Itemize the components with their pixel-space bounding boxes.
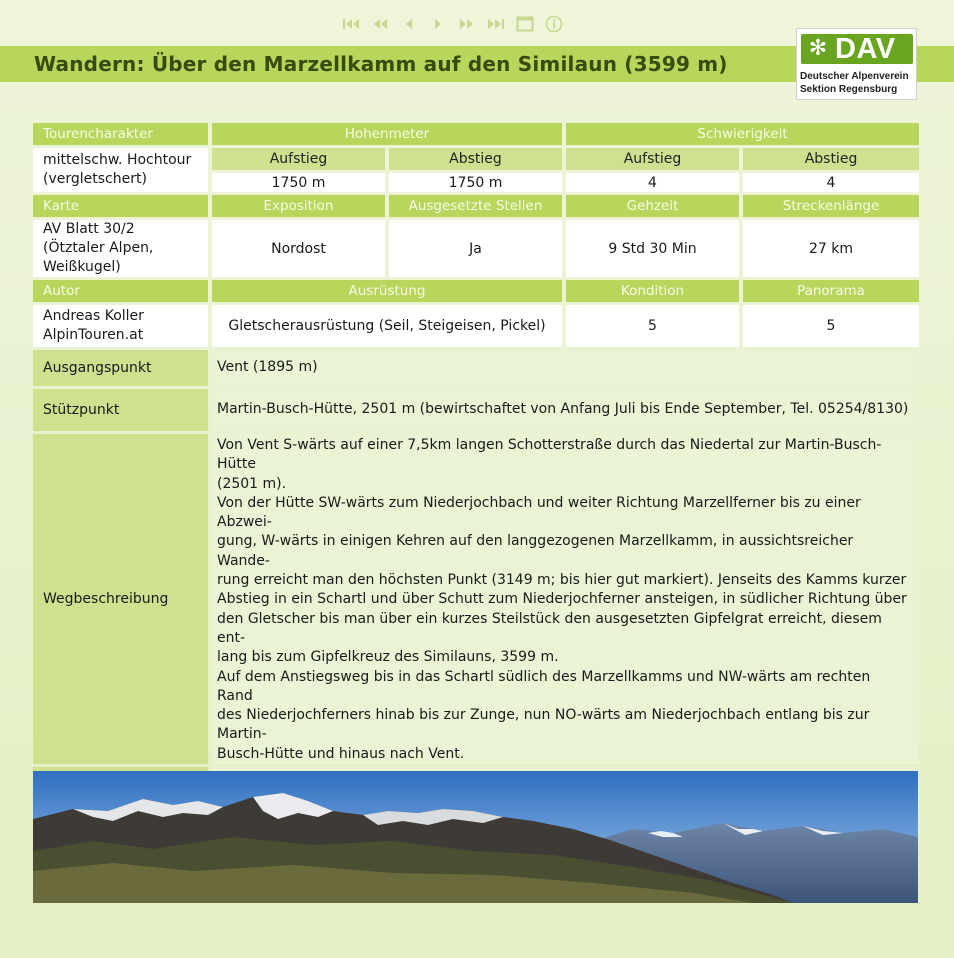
rewind-icon[interactable] (365, 12, 394, 36)
weg-line: rung erreicht man den höchsten Punkt (3149 m; bis hier gut markiert). Jenseits des Kamms kurzer (217, 572, 907, 589)
tourencharakter-value: mittelschw. Hochtour (vergletschert) (33, 148, 208, 192)
ausruestung-value: Gletscherausrüstung (Seil, Steigeisen, Pickel) (212, 305, 562, 347)
header-schwierigkeit: Schwierigkeit (566, 123, 919, 145)
header-streckenlaenge: Streckenlänge (743, 195, 919, 217)
autor-name: Andreas Koller (43, 308, 144, 324)
weg-line: Von Vent S-wärts auf einer 7,5km langen Schotterstraße durch das Niedertal zur Martin-Busch-Hütte (217, 437, 882, 473)
window-icon[interactable] (510, 12, 539, 36)
sw-abstieg-value: 4 (743, 173, 919, 192)
previous-icon[interactable] (394, 12, 423, 36)
header-exposition: Exposition (212, 195, 385, 217)
weg-line: Auf dem Anstiegsweg bis in das Schartl südlich des Marzellkamms und NW-wärts am rechten Rand (217, 668, 871, 704)
weg-line: Busch-Hütte und hinaus nach Vent. (217, 745, 465, 762)
edelweiss-icon: ✻ (808, 36, 828, 61)
mountain-panorama-image (33, 771, 918, 903)
header-panorama: Panorama (743, 280, 919, 302)
hm-abstieg-value: 1750 m (389, 173, 562, 192)
label-stuetzpunkt: Stützpunkt (33, 389, 208, 431)
header-autor: Autor (33, 280, 208, 302)
weg-line: Von der Hütte SW-wärts zum Niederjochbach und weiter Richtung Marzellferner bis zu einer Abzwei- (217, 494, 861, 531)
dav-logo (796, 28, 917, 100)
label-wegbeschreibung: Wegbeschreibung (33, 434, 208, 764)
weg-line: gung, W-wärts in einigen Kehren auf den langgezogenen Marzellkamm, in aussichtsreicher Wande- (217, 533, 854, 569)
last-page-icon[interactable] (481, 12, 510, 36)
weg-line: des Niederjochferners hinab bis zur Zunge, nun NO-wärts am Niederjochbach entlang bis zur Martin- (217, 707, 870, 743)
autor-source: AlpinTouren.at (43, 327, 144, 343)
gehzeit-value: 9 Std 30 Min (566, 220, 739, 277)
dav-logo-text: DAV (835, 33, 896, 65)
sub-abstieg-2: Abstieg (743, 148, 919, 170)
exposition-value: Nordost (212, 220, 385, 277)
sw-aufstieg-value: 4 (566, 173, 739, 192)
header-hohenmeter: Hohenmeter (212, 123, 562, 145)
autor-value (33, 305, 208, 347)
dav-logo-mark (801, 34, 913, 64)
page-navigation (336, 12, 568, 36)
wegbeschreibung-value (212, 434, 919, 764)
sub-aufstieg-2: Aufstieg (566, 148, 739, 170)
weg-line: den Gletscher bis man über ein kurzes Steilstück den ausgesetzten Gipfelgrat erreicht, diesem ent- (217, 610, 882, 646)
fast-forward-icon[interactable] (452, 12, 481, 36)
header-kondition: Kondition (566, 280, 739, 302)
logo-line-1: Deutscher Alpenverein (800, 71, 909, 82)
logo-line-2: Sektion Regensburg (800, 84, 898, 95)
label-ausgangspunkt: Ausgangspunkt (33, 350, 208, 386)
first-page-icon[interactable] (336, 12, 365, 36)
tour-info-table (29, 120, 923, 848)
info-icon[interactable] (539, 12, 568, 36)
header-gehzeit: Gehzeit (566, 195, 739, 217)
header-tourencharakter: Tourencharakter (33, 123, 208, 145)
weg-line: Abstieg in ein Schartl und über Schutt zum Niederjochferner ansteigen, in südlicher Richtung über (217, 591, 907, 608)
hm-aufstieg-value: 1750 m (212, 173, 385, 192)
sub-abstieg: Abstieg (389, 148, 562, 170)
streckenlaenge-value: 27 km (743, 220, 919, 277)
stuetzpunkt-value: Martin-Busch-Hütte, 2501 m (bewirtschaftet von Anfang Juli bis Ende September, Tel. 05254/8130) (212, 389, 919, 431)
header-ausgesetzt: Ausgesetzte Stellen (389, 195, 562, 217)
header-ausruestung: Ausrüstung (212, 280, 562, 302)
next-icon[interactable] (423, 12, 452, 36)
kondition-value: 5 (566, 305, 739, 347)
ausgangspunkt-value: Vent (1895 m) (212, 350, 919, 386)
ausgesetzt-value: Ja (389, 220, 562, 277)
weg-line: lang bis zum Gipfelkreuz des Similauns, 3599 m. (217, 649, 559, 666)
karte-value: AV Blatt 30/2 (Ötztaler Alpen, Weißkugel) (33, 220, 208, 277)
weg-line: (2501 m). (217, 475, 287, 492)
page-title: Wandern: Über den Marzellkamm auf den Similaun (3599 m) (34, 52, 728, 76)
panorama-value: 5 (743, 305, 919, 347)
sub-aufstieg: Aufstieg (212, 148, 385, 170)
header-karte: Karte (33, 195, 208, 217)
